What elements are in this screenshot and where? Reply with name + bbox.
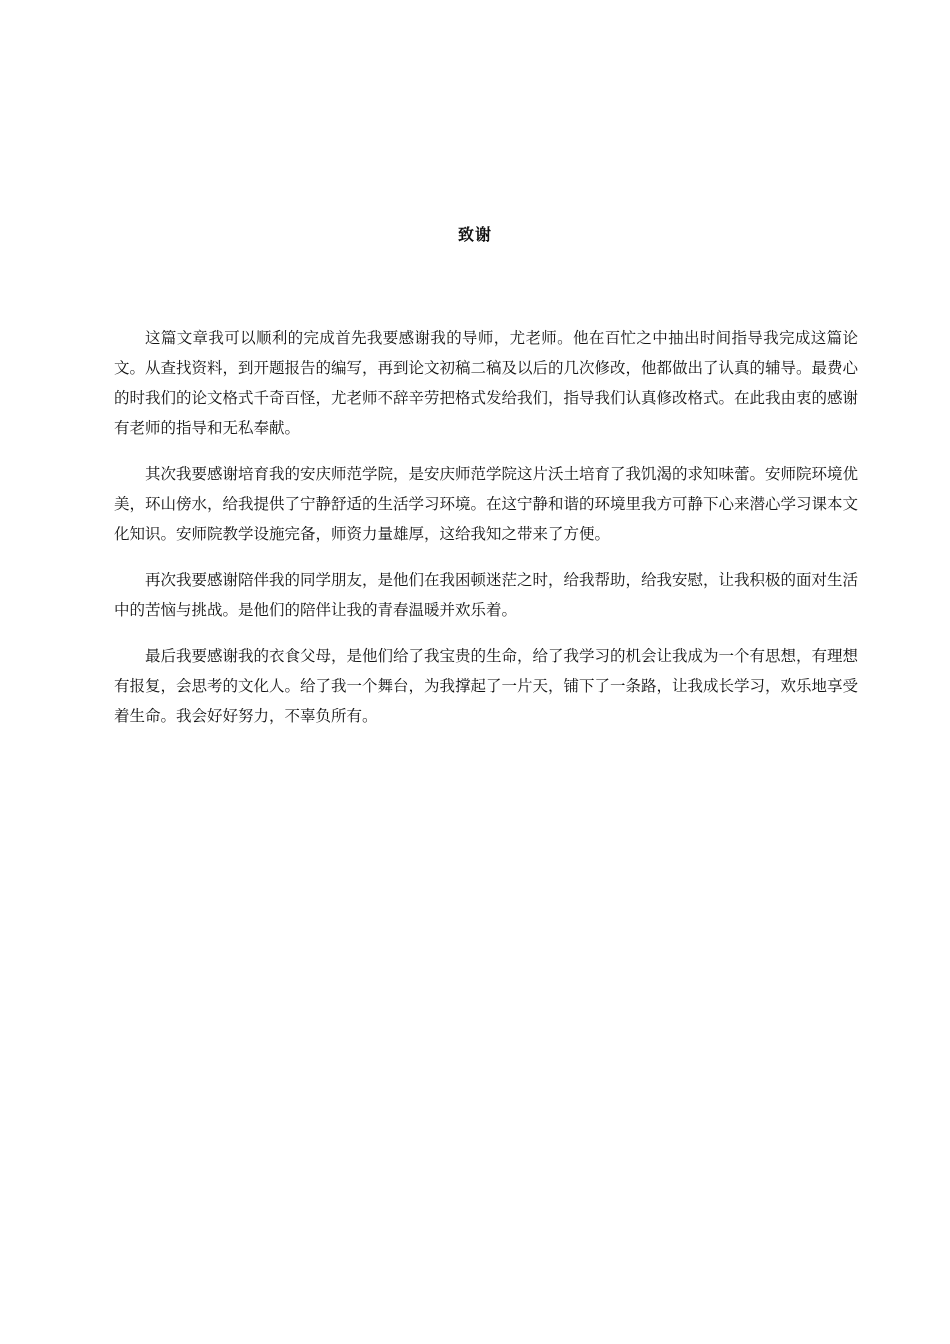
paragraph-parents: 最后我要感谢我的衣食父母，是他们给了我宝贵的生命，给了我学习的机会让我成为一个有思想，有理想有报复，会思考的文化人。给了我一个舞台，为我撑起了一片天，铺下了一条路，让我成长学习，欢乐地享受着生命。我会好好努力，不辜负所有。 — [114, 647, 859, 725]
paragraph-advisor: 这篇文章我可以顺利的完成首先我要感谢我的导师，尤老师。他在百忙之中抽出时间指导我完成这篇论文。从查找资料，到开题报告的编写，再到论文初稿二稿及以后的几次修改，他都做出了认真的辅导。最费心的时我们的论文格式千奇百怪，尤老师不辞辛劳把格式发给我们，指导我们认真修改格式。在此我由衷的感谢有老师的指导和无私奉献。 — [114, 329, 859, 437]
paragraph-university: 其次我要感谢培育我的安庆师范学院，是安庆师范学院这片沃土培育了我饥渴的求知味蕾。安师院环境优美，环山傍水，给我提供了宁静舒适的生活学习环境。在这宁静和谐的环境里我方可静下心来潜心学习课本文化知识。安师院教学设施完备，师资力量雄厚，这给我知之带来了方便。 — [114, 465, 859, 543]
document-body — [114, 323, 858, 747]
paragraph-classmates: 再次我要感谢陪伴我的同学朋友，是他们在我困顿迷茫之时，给我帮助，给我安慰，让我积极的面对生活中的苦恼与挑战。是他们的陪伴让我的青春温暖并欢乐着。 — [114, 571, 859, 619]
page-title: 致谢 — [457, 225, 492, 244]
